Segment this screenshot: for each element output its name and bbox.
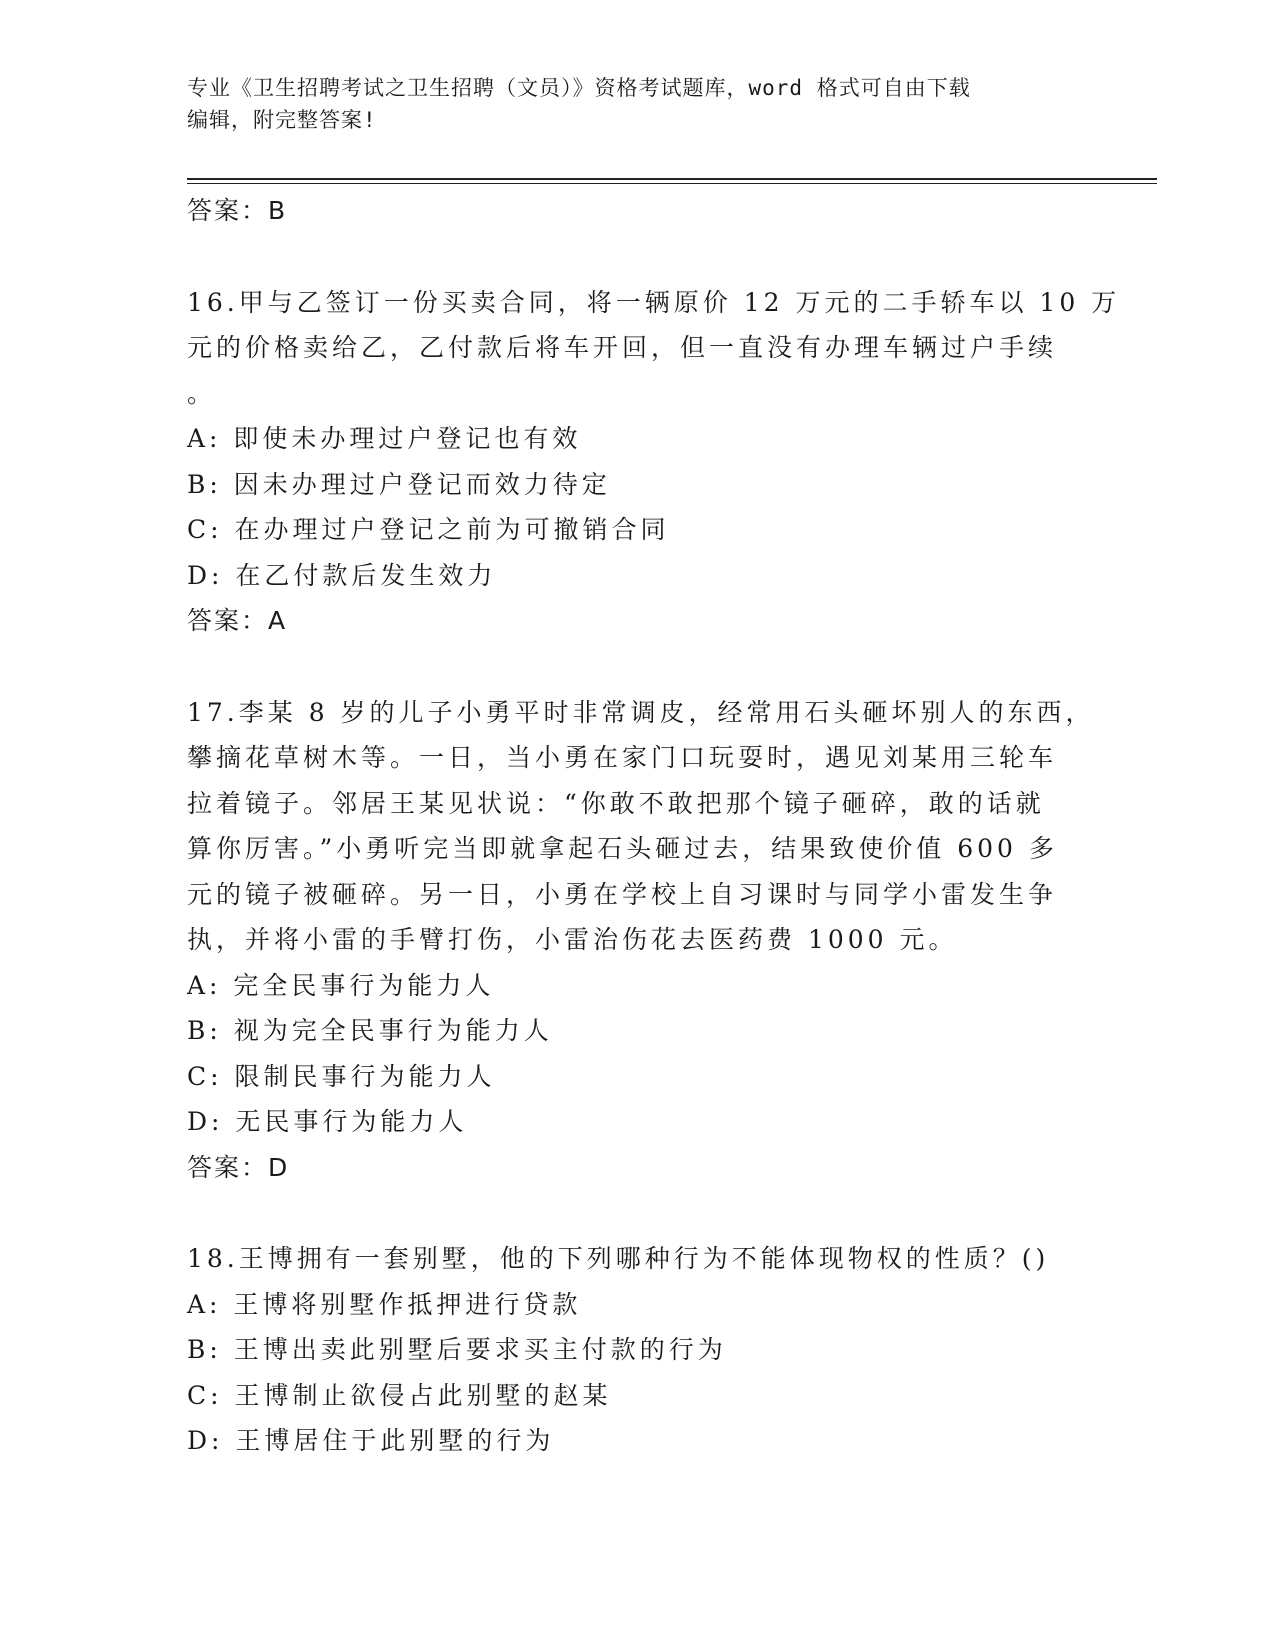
question-stem-line: 。 (187, 378, 217, 408)
question-17 (187, 690, 1095, 1191)
question-stem-line: 拉着镜子。邻居王某见状说：“你敢不敢把那个镜子砸碎，敢的话就 (187, 788, 1045, 818)
option-c: C: 王博制止欲侵占此别墅的赵某 (187, 1380, 612, 1410)
option-b: B: 王博出卖此别墅后要求买主付款的行为 (187, 1335, 727, 1364)
question-stem-line: 算你厉害。”小勇听完当即就拿起石头砸过去，结果致使价值 600 多 (187, 834, 1058, 863)
question-stem-line: 16.甲与乙签订一份买卖合同，将一辆原价 12 万元的二手轿车以 10 万 (187, 287, 1121, 317)
option-c: C: 在办理过户登记之前为可撤销合同 (187, 515, 670, 544)
answer-label: 答案：A (187, 606, 288, 635)
option-d: D: 在乙付款后发生效力 (187, 560, 497, 590)
option-c: C: 限制民事行为能力人 (187, 1061, 496, 1091)
option-a: A: 王博将别墅作抵押进行贷款 (187, 1289, 582, 1319)
question-list (187, 188, 1121, 1464)
option-a: A: 即使未办理过户登记也有效 (187, 424, 582, 453)
question-stem-line: 元的价格卖给乙，乙付款后将车开回，但一直没有办理车辆过户手续 (187, 333, 1058, 362)
option-a: A: 完全民事行为能力人 (187, 970, 495, 1000)
previous-answer: 答案：B (187, 196, 288, 225)
document-header (187, 72, 1067, 136)
spacer (187, 1190, 1087, 1236)
option-d: D: 王博居住于此别墅的行为 (187, 1426, 555, 1455)
option-b: B: 视为完全民事行为能力人 (187, 1016, 553, 1045)
question-stem-line: 攀摘花草树木等。一日，当小勇在家门口玩耍时，遇见刘某用三轮车 (187, 743, 1058, 772)
header-divider-thick (187, 178, 1157, 180)
option-b: B: 因未办理过户登记而效力待定 (187, 469, 611, 499)
answer-label: 答案：D (187, 1152, 290, 1182)
option-d: D: 无民事行为能力人 (187, 1107, 468, 1136)
question-stem-line: 18.王博拥有一套别墅，他的下列哪种行为不能体现物权的性质？() (187, 1244, 1050, 1273)
question-16 (187, 280, 1121, 644)
question-stem-line: 17.李某 8 岁的儿子小勇平时非常调皮，经常用石头砸坏别人的东西， (187, 697, 1095, 727)
question-18 (187, 1236, 1087, 1464)
header-divider-thin (187, 183, 1157, 184)
question-stem-line: 执，并将小雷的手臂打伤，小雷治伤花去医药费 1000 元。 (187, 925, 958, 954)
spacer (187, 234, 1087, 280)
header-line-1: 专业《卫生招聘考试之卫生招聘（文员）》资格考试题库，word 格式可自由下载 (187, 76, 971, 100)
header-line-2: 编辑，附完整答案! (187, 108, 377, 132)
spacer (187, 644, 1087, 690)
question-stem-line: 元的镜子被砸碎。另一日，小勇在学校上自习课时与同学小雷发生争 (187, 879, 1058, 909)
